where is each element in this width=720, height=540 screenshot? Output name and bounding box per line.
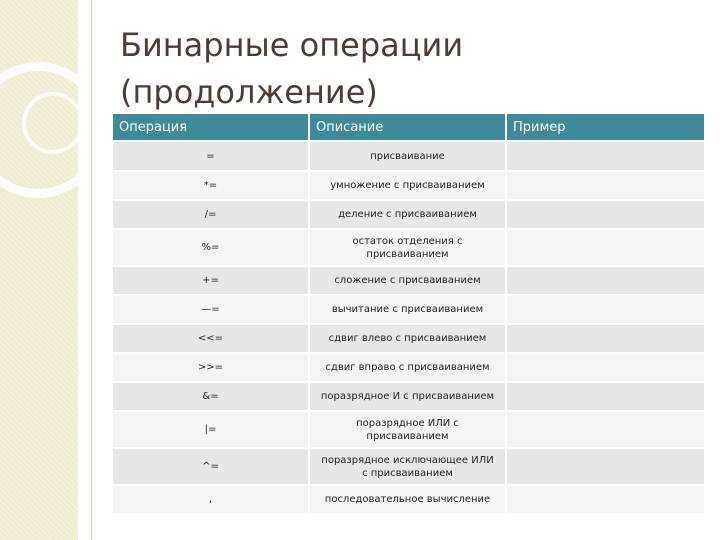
decorative-circle-small [22,92,84,154]
slide-title [120,22,680,116]
operation-cell: ^= [113,448,309,485]
description-cell: остаток отделения с присваиванием [309,229,506,266]
operation-cell: &= [113,382,309,411]
description-cell: умножение с присваиванием [309,171,506,200]
description-cell: поразрядное И с присваиванием [309,382,506,411]
sidebar-divider [91,0,92,540]
example-cell [506,485,704,513]
example-cell [506,229,704,266]
example-cell [506,141,704,171]
table-row [113,382,704,411]
operation-cell: += [113,266,309,295]
table-row [113,411,704,448]
table-row [113,200,704,229]
example-cell [506,411,704,448]
example-cell [506,382,704,411]
table-row [113,295,704,324]
operation-cell: , [113,485,309,513]
table-row [113,353,704,382]
operation-cell: %= [113,229,309,266]
example-cell [506,171,704,200]
description-cell: сдвиг вправо с присваиванием [309,353,506,382]
description-cell: поразрядное ИЛИ с присваиванием [309,411,506,448]
example-cell [506,266,704,295]
operation-cell: = [113,141,309,171]
operations-table [113,114,704,513]
table-header-row [113,114,704,141]
operation-cell: >>= [113,353,309,382]
slide-title-line-1: Бинарные операции [120,26,464,64]
example-cell [506,448,704,485]
decorative-sidebar [0,0,78,540]
operation-cell: *= [113,171,309,200]
table-row [113,448,704,485]
table-row [113,485,704,513]
table-row [113,171,704,200]
slide-title-line-2: (продолжение) [120,73,378,111]
table-row [113,141,704,171]
table-row [113,266,704,295]
operation-cell: <<= [113,324,309,353]
description-cell: сложение с присваиванием [309,266,506,295]
header-example: Пример [506,114,704,141]
description-cell: вычитание с присваиванием [309,295,506,324]
example-cell [506,324,704,353]
description-cell: последовательное вычисление [309,485,506,513]
operation-cell: |= [113,411,309,448]
description-cell: поразрядное исключающее ИЛИ с присваиванием [309,448,506,485]
header-operation: Операция [113,114,309,141]
table-row [113,324,704,353]
example-cell [506,200,704,229]
example-cell [506,353,704,382]
operation-cell: —= [113,295,309,324]
description-cell: деление с присваиванием [309,200,506,229]
description-cell: сдвиг влево с присваиванием [309,324,506,353]
header-description: Описание [309,114,506,141]
operation-cell: /= [113,200,309,229]
table-row [113,229,704,266]
example-cell [506,295,704,324]
description-cell: присваивание [309,141,506,171]
